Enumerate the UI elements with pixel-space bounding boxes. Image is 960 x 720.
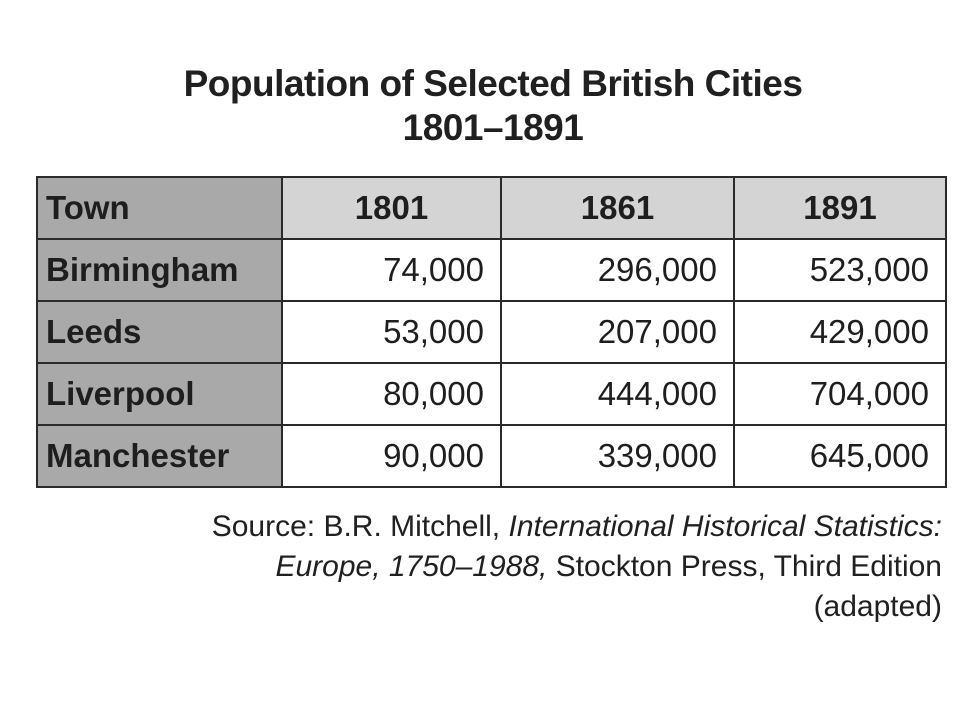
town-cell: Manchester — [37, 425, 282, 487]
source-citation — [42, 507, 942, 627]
value-cell: 444,000 — [501, 363, 734, 425]
town-cell: Liverpool — [37, 363, 282, 425]
header-town: Town — [37, 177, 282, 239]
header-row — [37, 177, 946, 239]
table-title: Population of Selected British Cities — [183, 63, 803, 104]
value-cell: 90,000 — [282, 425, 501, 487]
value-cell: 53,000 — [282, 301, 501, 363]
table-row — [37, 363, 946, 425]
value-cell: 207,000 — [501, 301, 734, 363]
value-cell: 339,000 — [501, 425, 734, 487]
source-line-1 — [42, 507, 942, 547]
value-cell: 523,000 — [734, 239, 946, 301]
source-title-line1: International Historical Statistics: — [508, 510, 942, 543]
header-1861: 1861 — [501, 177, 734, 239]
population-table — [36, 176, 947, 488]
header-1801: 1801 — [282, 177, 501, 239]
table-title-block — [0, 62, 960, 150]
value-cell: 80,000 — [282, 363, 501, 425]
source-title-line2: Europe, 1750–1988, — [275, 550, 548, 583]
table-row — [37, 425, 946, 487]
source-line-2 — [42, 547, 942, 587]
source-note: (adapted) — [813, 590, 942, 623]
table-subtitle: 1801–1891 — [402, 107, 584, 148]
town-cell: Birmingham — [37, 239, 282, 301]
value-cell: 704,000 — [734, 363, 946, 425]
source-suffix: Stockton Press, Third Edition — [547, 550, 942, 583]
value-cell: 74,000 — [282, 239, 501, 301]
value-cell: 645,000 — [734, 425, 946, 487]
town-cell: Leeds — [37, 301, 282, 363]
header-1891: 1891 — [734, 177, 946, 239]
table-row — [37, 239, 946, 301]
source-prefix: Source: B.R. Mitchell, — [211, 510, 509, 543]
value-cell: 429,000 — [734, 301, 946, 363]
value-cell: 296,000 — [501, 239, 734, 301]
table-row — [37, 301, 946, 363]
